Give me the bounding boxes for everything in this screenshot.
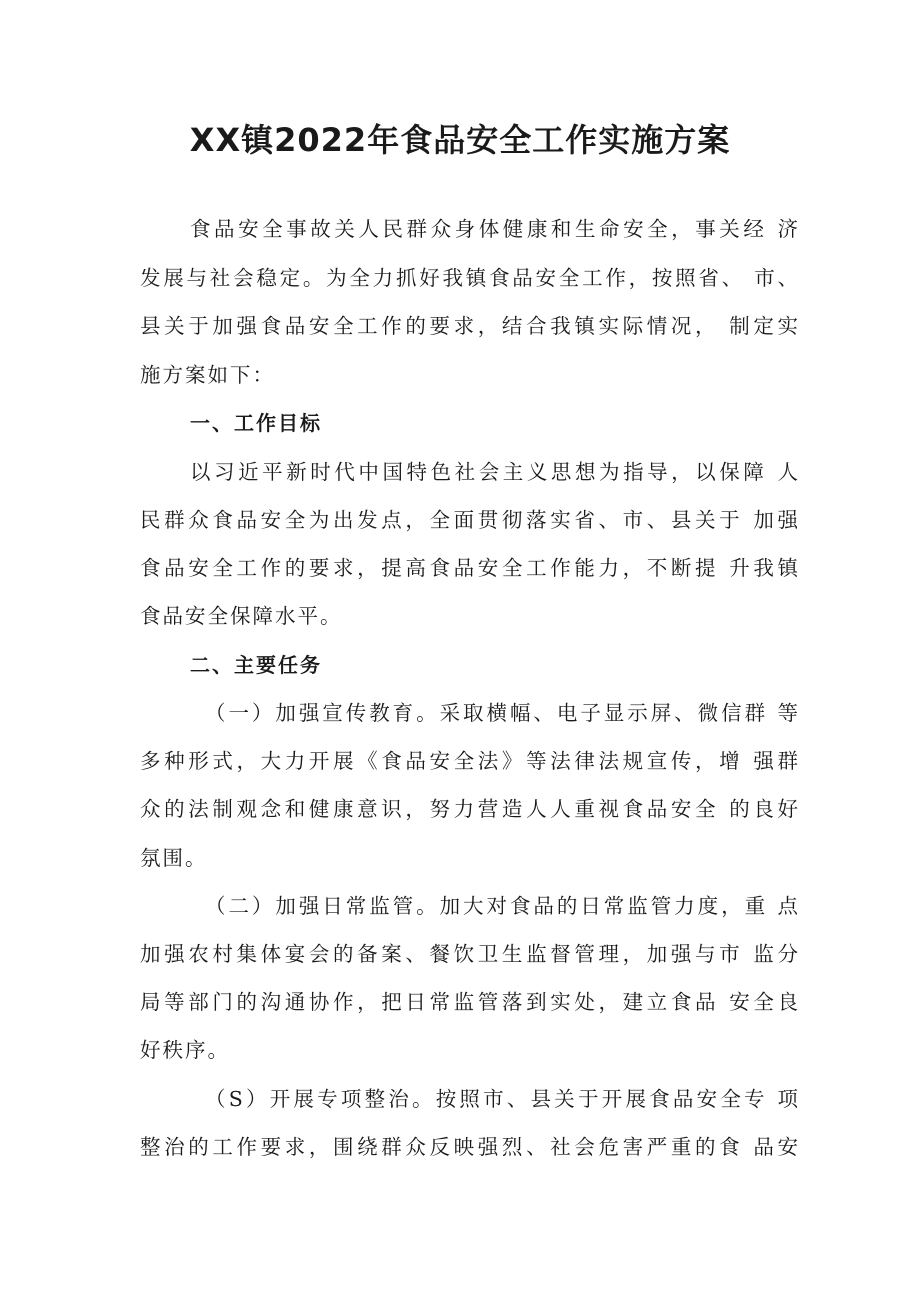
- paragraph-line: 食品安全事故关人民群众身体健康和生命安全，事关经 济: [190, 217, 800, 241]
- document-title: XX镇2022年食品安全工作实施方案: [189, 121, 731, 159]
- paragraph-line: 加强农村集体宴会的备案、餐饮卫生监督管理，加强与市 监分: [140, 942, 800, 966]
- paragraph-line: 众的法制观念和健康意识，努力营造人人重视食品安全 的良好: [140, 797, 800, 821]
- paragraph-line: 整治的工作要求，围绕群众反映强烈、社会危害严重的食 品安: [140, 1135, 800, 1159]
- paragraph-line: 食品安全工作的要求，提高食品安全工作能力，不断提 升我镇: [140, 556, 800, 580]
- paragraph-line: 多种形式，大力开展《食品安全法》等法律法规宣传，增 强群: [140, 749, 800, 773]
- paragraph-line: （S）开展专项整治。按照市、县关于开展食品安全专 项: [205, 1087, 800, 1111]
- paragraph-line: 局等部门的沟通协作，把日常监管落到实处，建立食品 安全良: [140, 990, 800, 1014]
- paragraph-line: 好秩序。: [140, 1038, 230, 1062]
- section-heading: 一、工作目标: [190, 411, 322, 435]
- paragraph-line: （一）加强宣传教育。采取横幅、电子显示屏、微信群 等: [205, 701, 800, 725]
- paragraph-line: 以习近平新时代中国特色社会主义思想为指导，以保障 人: [190, 460, 800, 484]
- paragraph-line: 发展与社会稳定。为全力抓好我镇食品安全工作，按照省、 市、: [140, 266, 800, 290]
- paragraph-line: 县关于加强食品安全工作的要求，结合我镇实际情况， 制定实: [140, 314, 800, 338]
- paragraph-line: （二）加强日常监管。加大对食品的日常监管力度，重 点: [205, 894, 800, 918]
- paragraph-line: 氛围。: [140, 846, 208, 870]
- section-heading: 二、主要任务: [190, 653, 322, 677]
- paragraph-line: 民群众食品安全为出发点，全面贯彻落实省、市、县关于 加强: [140, 508, 800, 532]
- paragraph-line: 施方案如下：: [140, 363, 275, 387]
- paragraph-line: 食品安全保障水平。: [140, 604, 343, 628]
